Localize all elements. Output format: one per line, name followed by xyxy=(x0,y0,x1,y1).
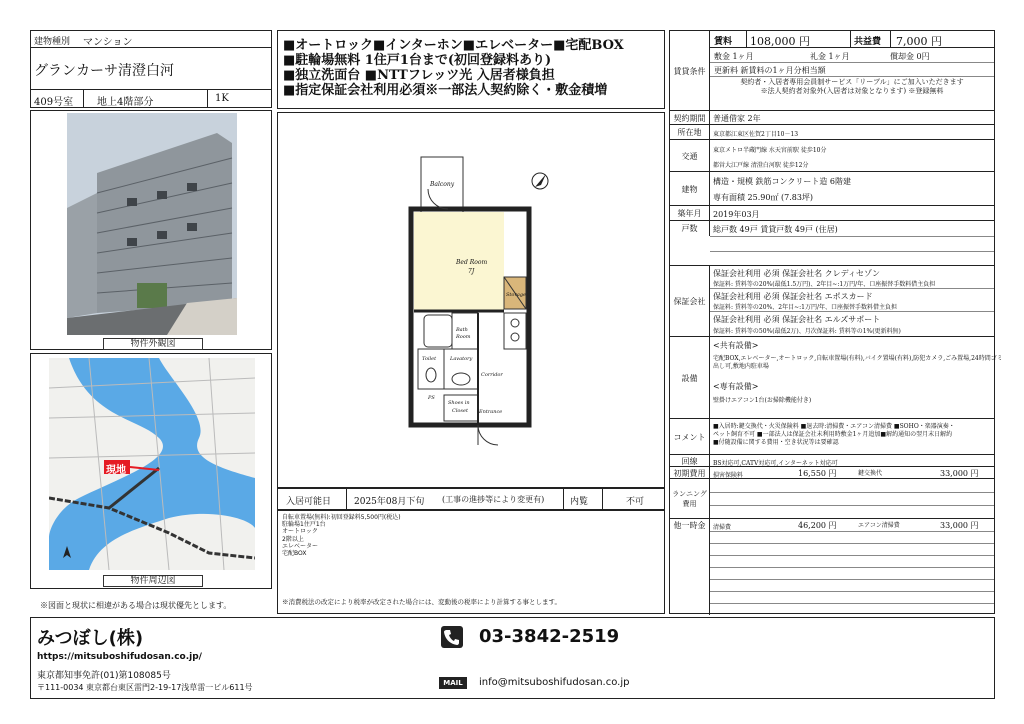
private-equipment-title: <専有設備> xyxy=(713,382,759,391)
private-equipment-1: 壁掛けエアコン1台(お掃除機能付き) xyxy=(713,397,812,404)
middle-note-5: エレベーター xyxy=(282,542,319,550)
company-license: 東京都知事免許(01)第108085号 xyxy=(37,671,171,681)
guarantee-1: 保証会社利用 必須 保証会社名 クレディセゾン xyxy=(713,269,880,278)
guarantee-3-sub: 保証料: 賃料等の50%(最低2万)、月次保証料: 賃料等の1%(更新料無) xyxy=(713,328,901,335)
line-label: 回線 xyxy=(670,455,710,467)
tax-note: ※消費税法の改定により税率が改定された場合には、変動後の税率により計算する事とします。 xyxy=(282,598,561,606)
address-value: 東京都江東区佐賀2丁目10－13 xyxy=(713,131,799,138)
details-table xyxy=(669,30,1003,614)
room-toilet: Toilet xyxy=(422,356,437,362)
comment-label: コメント xyxy=(670,419,710,455)
guarantee-2: 保証会社利用 必須 保証会社名 エポスカード xyxy=(713,292,873,301)
company-address: 〒111-0034 東京都台東区雷門2-19-17浅草雷一ビル611号 xyxy=(37,683,253,692)
building-info-box xyxy=(30,30,272,108)
map-illustration xyxy=(49,358,255,570)
amortization: 償却金 0円 xyxy=(890,52,930,61)
exterior-photo xyxy=(67,113,237,335)
mail-icon: MAIL xyxy=(439,677,467,689)
shared-equipment-1: 宅配BOX,エレベーター,オートロック,自転車置場(有料),バイク置場(有料),防犯カメラ,ごみ置場,24時間ゴミ xyxy=(713,355,1003,362)
company-email[interactable]: info@mitsuboshifudosan.co.jp xyxy=(479,677,630,688)
transport-label: 交通 xyxy=(670,140,710,172)
comment-3: ■付随設備に関する費用・空き状況等は要確認 xyxy=(713,439,839,446)
floorplan-box xyxy=(277,112,665,488)
floor-info: 地上4階部分 xyxy=(97,97,154,108)
structure: 構造・規模 鉄筋コンクリート造 6階建 xyxy=(713,177,852,186)
contract-value: 普通借家 2年 xyxy=(713,114,761,123)
building-label: 建物 xyxy=(670,172,710,206)
guarantee-label: 保証会社 xyxy=(670,266,710,337)
company-phone[interactable]: 03-3842-2519 xyxy=(479,626,620,647)
building-name: グランカーサ清澄白河 xyxy=(34,63,174,79)
area-map[interactable] xyxy=(49,358,255,570)
units-label: 戸数 xyxy=(670,221,710,236)
map-caption: 物件周辺図 xyxy=(103,575,203,587)
rent-label: 賃料 xyxy=(714,37,733,47)
comment-2: ペット飼育不可 ■一部法人は保証会社未利用時敷金1ヶ月追加■解約通知の翌月末日解約 xyxy=(713,431,953,438)
rent-remark-2: ※法人契約者対象外(入居者は対象となります) ※登録無料 xyxy=(760,86,944,95)
guarantee-3: 保証会社利用 必須 保証会社名 エルズサポート xyxy=(713,315,881,324)
other-cost-2-name: エアコン清掃費 xyxy=(858,522,900,529)
line-value: BS対応可,CATV対応可,インターネット対応可 xyxy=(713,460,838,467)
room-number: 409号室 xyxy=(34,97,74,108)
middle-note-3: オートロック xyxy=(282,528,318,536)
middle-note-2: 駐輪場1住戸1台 xyxy=(282,521,326,529)
building-illustration xyxy=(67,113,237,335)
common-fee-value: 7,000 円 xyxy=(896,35,942,48)
initial-cost-1-value: 16,550 円 xyxy=(798,469,837,478)
transport-2: 都営大江戸線 清澄白河駅 徒歩12分 xyxy=(713,162,809,169)
middle-note-6: 宅配BOX xyxy=(282,549,307,557)
renewal-fee: 更新料 新賃料の1ヶ月分相当額 xyxy=(714,66,826,75)
transport-1: 東京メトロ半蔵門線 水天宮前駅 徒歩10分 xyxy=(713,147,827,154)
map-frame xyxy=(30,353,272,589)
rent-section-label: 賃貸条件 xyxy=(670,31,710,111)
common-fee-label: 共益費 xyxy=(854,37,882,47)
rent-remark-1: 契約者・入居者専用会員制サービス「リーブル」にご加入いただきます xyxy=(740,78,964,86)
units-value: 総戸数 49戸 賃貸戸数 49戸 (住居) xyxy=(713,225,838,234)
shared-equipment-2: 出し可,敷地内駐車場 xyxy=(713,363,769,370)
built-label: 築年月 xyxy=(670,206,710,221)
built-value: 2019年03月 xyxy=(713,210,760,219)
feature-line-4: ■指定保証会社利用必須※一部法人契約除く・敷金積増 xyxy=(283,83,608,98)
contract-label: 契約期間 xyxy=(670,111,710,125)
running-cost-label: ランニング費用 xyxy=(670,479,710,519)
initial-cost-1-name: 損害保険料 xyxy=(713,472,744,479)
guarantee-1-sub: 保証料: 賃料等の20%(最低1.5万円)、2年目~:1万円/年、口座振替手数料借主負担 xyxy=(713,281,936,288)
room-lavatory: Lavatory xyxy=(450,356,473,362)
other-cost-2-value: 33,000 円 xyxy=(940,521,979,530)
building-type-label: 建物種別 xyxy=(34,37,71,47)
key-money: 礼金 1ヶ月 xyxy=(810,52,850,61)
move-in-date: 2025年08月下旬 xyxy=(354,497,425,507)
deposit: 敷金 1ヶ月 xyxy=(714,52,754,61)
building-type-value: マンション xyxy=(83,37,133,48)
room-bath: Bath xyxy=(456,327,468,333)
floorplan-drawing xyxy=(278,113,664,487)
initial-cost-2-name: 鍵交換代 xyxy=(858,470,883,477)
company-footer xyxy=(30,617,995,699)
phone-icon xyxy=(441,626,463,648)
move-in-label: 入居可能日 xyxy=(286,497,332,507)
room-bedroom-size: 7J xyxy=(468,268,475,275)
exterior-photo-frame xyxy=(30,110,272,350)
comment-1: ■入居時:鍵交換代・火災保険料 ■退去時:清掃費・エアコン清掃費 ■SOHO・楽器演奏・ xyxy=(713,423,955,430)
floor-area: 専有面積 25.90㎡ (7.83坪) xyxy=(713,193,814,202)
feature-line-1: ■オートロック■インターホン■エレベーター■宅配BOX xyxy=(283,38,624,53)
initial-cost-2-value: 33,000 円 xyxy=(940,469,979,478)
room-bath-2: Room xyxy=(456,334,471,340)
exterior-caption: 物件外観図 xyxy=(103,338,203,350)
layout-type: 1K xyxy=(215,93,229,104)
feature-line-3: ■独立洗面台 ■NTTフレッツ光 入居者様負担 xyxy=(283,68,555,83)
room-entrance: Entrance xyxy=(479,409,503,415)
equipment-label: 設備 xyxy=(670,337,710,419)
room-shoes-closet: Shoes in xyxy=(448,400,470,406)
move-in-note: (工事の進捗等により変更有) xyxy=(442,495,545,504)
middle-note-4: 2階以上 xyxy=(282,535,304,543)
company-name: みつぼし(株) xyxy=(37,628,144,649)
other-cost-label: 他一時金 xyxy=(670,519,710,531)
discrepancy-note: ※図面と現状に相違がある場合は現状優先とします。 xyxy=(40,601,232,610)
address-label: 所在地 xyxy=(670,125,710,140)
features-box xyxy=(277,30,665,109)
rent-value: 108,000 円 xyxy=(750,35,810,48)
shared-equipment-title: <共有設備> xyxy=(713,341,759,350)
feature-line-2: ■駐輪場無料 1住戸1台まで(初回登録料あり) xyxy=(283,53,552,68)
room-storage: Storage xyxy=(506,292,526,298)
room-balcony: Balcony xyxy=(430,181,455,188)
guarantee-2-sub: 保証料: 賃料等の20%、2年目~:1万円/年、口座振替手数料借主負担 xyxy=(713,304,897,311)
other-cost-1-name: 清掃費 xyxy=(713,524,732,531)
viewing-value: 不可 xyxy=(626,497,645,507)
middle-notes-box xyxy=(277,510,665,614)
room-bedroom: Bed Room xyxy=(456,259,488,266)
viewing-label: 内覧 xyxy=(570,497,589,507)
move-in-box xyxy=(277,488,665,510)
company-url[interactable]: https://mitsuboshifudosan.co.jp/ xyxy=(37,652,202,662)
room-ps: PS xyxy=(428,395,435,401)
room-shoes-closet-2: Closet xyxy=(452,408,468,414)
other-cost-1-value: 46,200 円 xyxy=(798,521,837,530)
middle-note-1: 自転車置場(無料):初回登録料5,500円(税込) xyxy=(282,514,401,521)
initial-cost-label: 初期費用 xyxy=(670,467,710,479)
room-corridor: Corridor xyxy=(481,372,503,378)
map-marker-label: 現地 xyxy=(106,465,126,476)
